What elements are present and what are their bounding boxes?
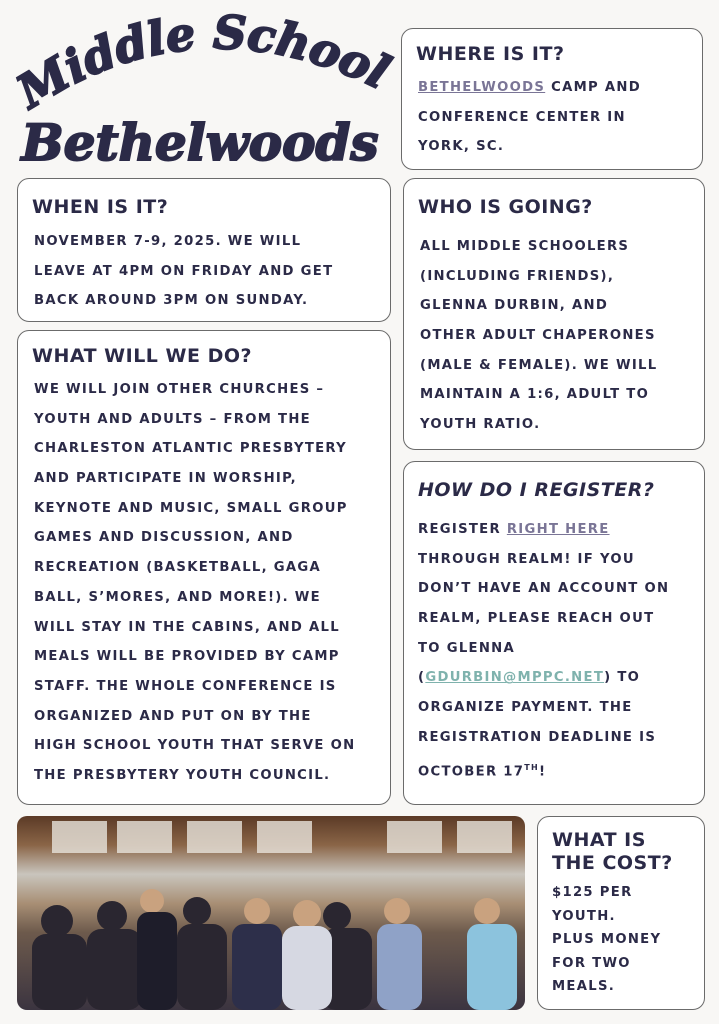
register-card	[403, 461, 705, 805]
register-link[interactable]: RIGHT HERE	[506, 522, 610, 537]
who-heading: WHO IS GOING?	[418, 196, 593, 218]
what-card	[17, 330, 391, 805]
title-line1: Middle School	[7, 5, 399, 119]
who-body: ALL MIDDLE SCHOOLERS (INCLUDING FRIENDS), GLENNA DURBIN, AND OTHER ADULT CHAPERONES (MALE & FEMALE). WE WILL MAINTAIN A 1:6, ADULT TO YOUTH RATIO.	[420, 239, 658, 433]
register-body: REGISTER RIGHT HERE THROUGH REALM! IF YOU DON’T HAVE AN ACCOUNT ON REALM, PLEASE REACH OUT TO GLENNA (GDURBIN@MPPC.NET) TO ORGANIZE PAYMENT. THE REGISTRATION DEADLINE IS OCTOBER 17TH!	[418, 522, 670, 779]
where-line: CONFERENCE CENTER IN	[418, 109, 626, 125]
where-heading: WHERE IS IT?	[416, 43, 565, 65]
title-logo	[0, 0, 400, 175]
title-line2: Bethelwoods	[21, 113, 379, 172]
when-body: NOVEMBER 7-9, 2025. WE WILL LEAVE AT 4PM ON FRIDAY AND GET BACK AROUND 3PM ON SUNDAY.	[34, 234, 334, 309]
cost-card	[537, 816, 705, 1010]
register-heading: HOW DO I REGISTER?	[418, 479, 655, 501]
cost-body: $125 PER YOUTH. PLUS MONEY FOR TWO MEALS.	[552, 885, 662, 994]
where-line: YORK, SC.	[418, 139, 505, 155]
what-heading: WHAT WILL WE DO?	[32, 345, 253, 367]
email-link[interactable]: GDURBIN@MPPC.NET	[425, 670, 605, 686]
group-photo	[17, 816, 525, 1010]
bethelwoods-link[interactable]: BETHELWOODS	[418, 80, 546, 95]
where-card	[401, 28, 703, 170]
svg-text:Middle School	[6, 5, 398, 120]
group-photo-image	[17, 816, 525, 1010]
what-body: WE WILL JOIN OTHER CHURCHES – YOUTH AND ADULTS – FROM THE CHARLESTON ATLANTIC PRESBYTERY AND PARTICIPATE IN WORSHIP, KEYNOTE AND MUSIC, SMALL GROUP GAMES AND DISCUSSION, AND RECREATION (BASKETBALL, GAGA BALL, S’MORES, AND MORE!). WE WILL STAY IN THE CABINS, AND ALL MEALS WILL BE PROVIDED BY CAMP STAFF. THE WHOLE CONFERENCE IS ORGANIZED AND PUT ON BY THE HIGH SCHOOL YOUTH THAT SERVE ON THE PRESBYTERY YOUTH COUNCIL.	[34, 382, 356, 783]
when-card	[17, 178, 391, 322]
cost-heading: WHAT IS THE COST?	[552, 829, 673, 874]
where-line: CAMP AND	[545, 80, 641, 95]
who-card	[403, 178, 705, 450]
when-heading: WHEN IS IT?	[32, 196, 169, 218]
